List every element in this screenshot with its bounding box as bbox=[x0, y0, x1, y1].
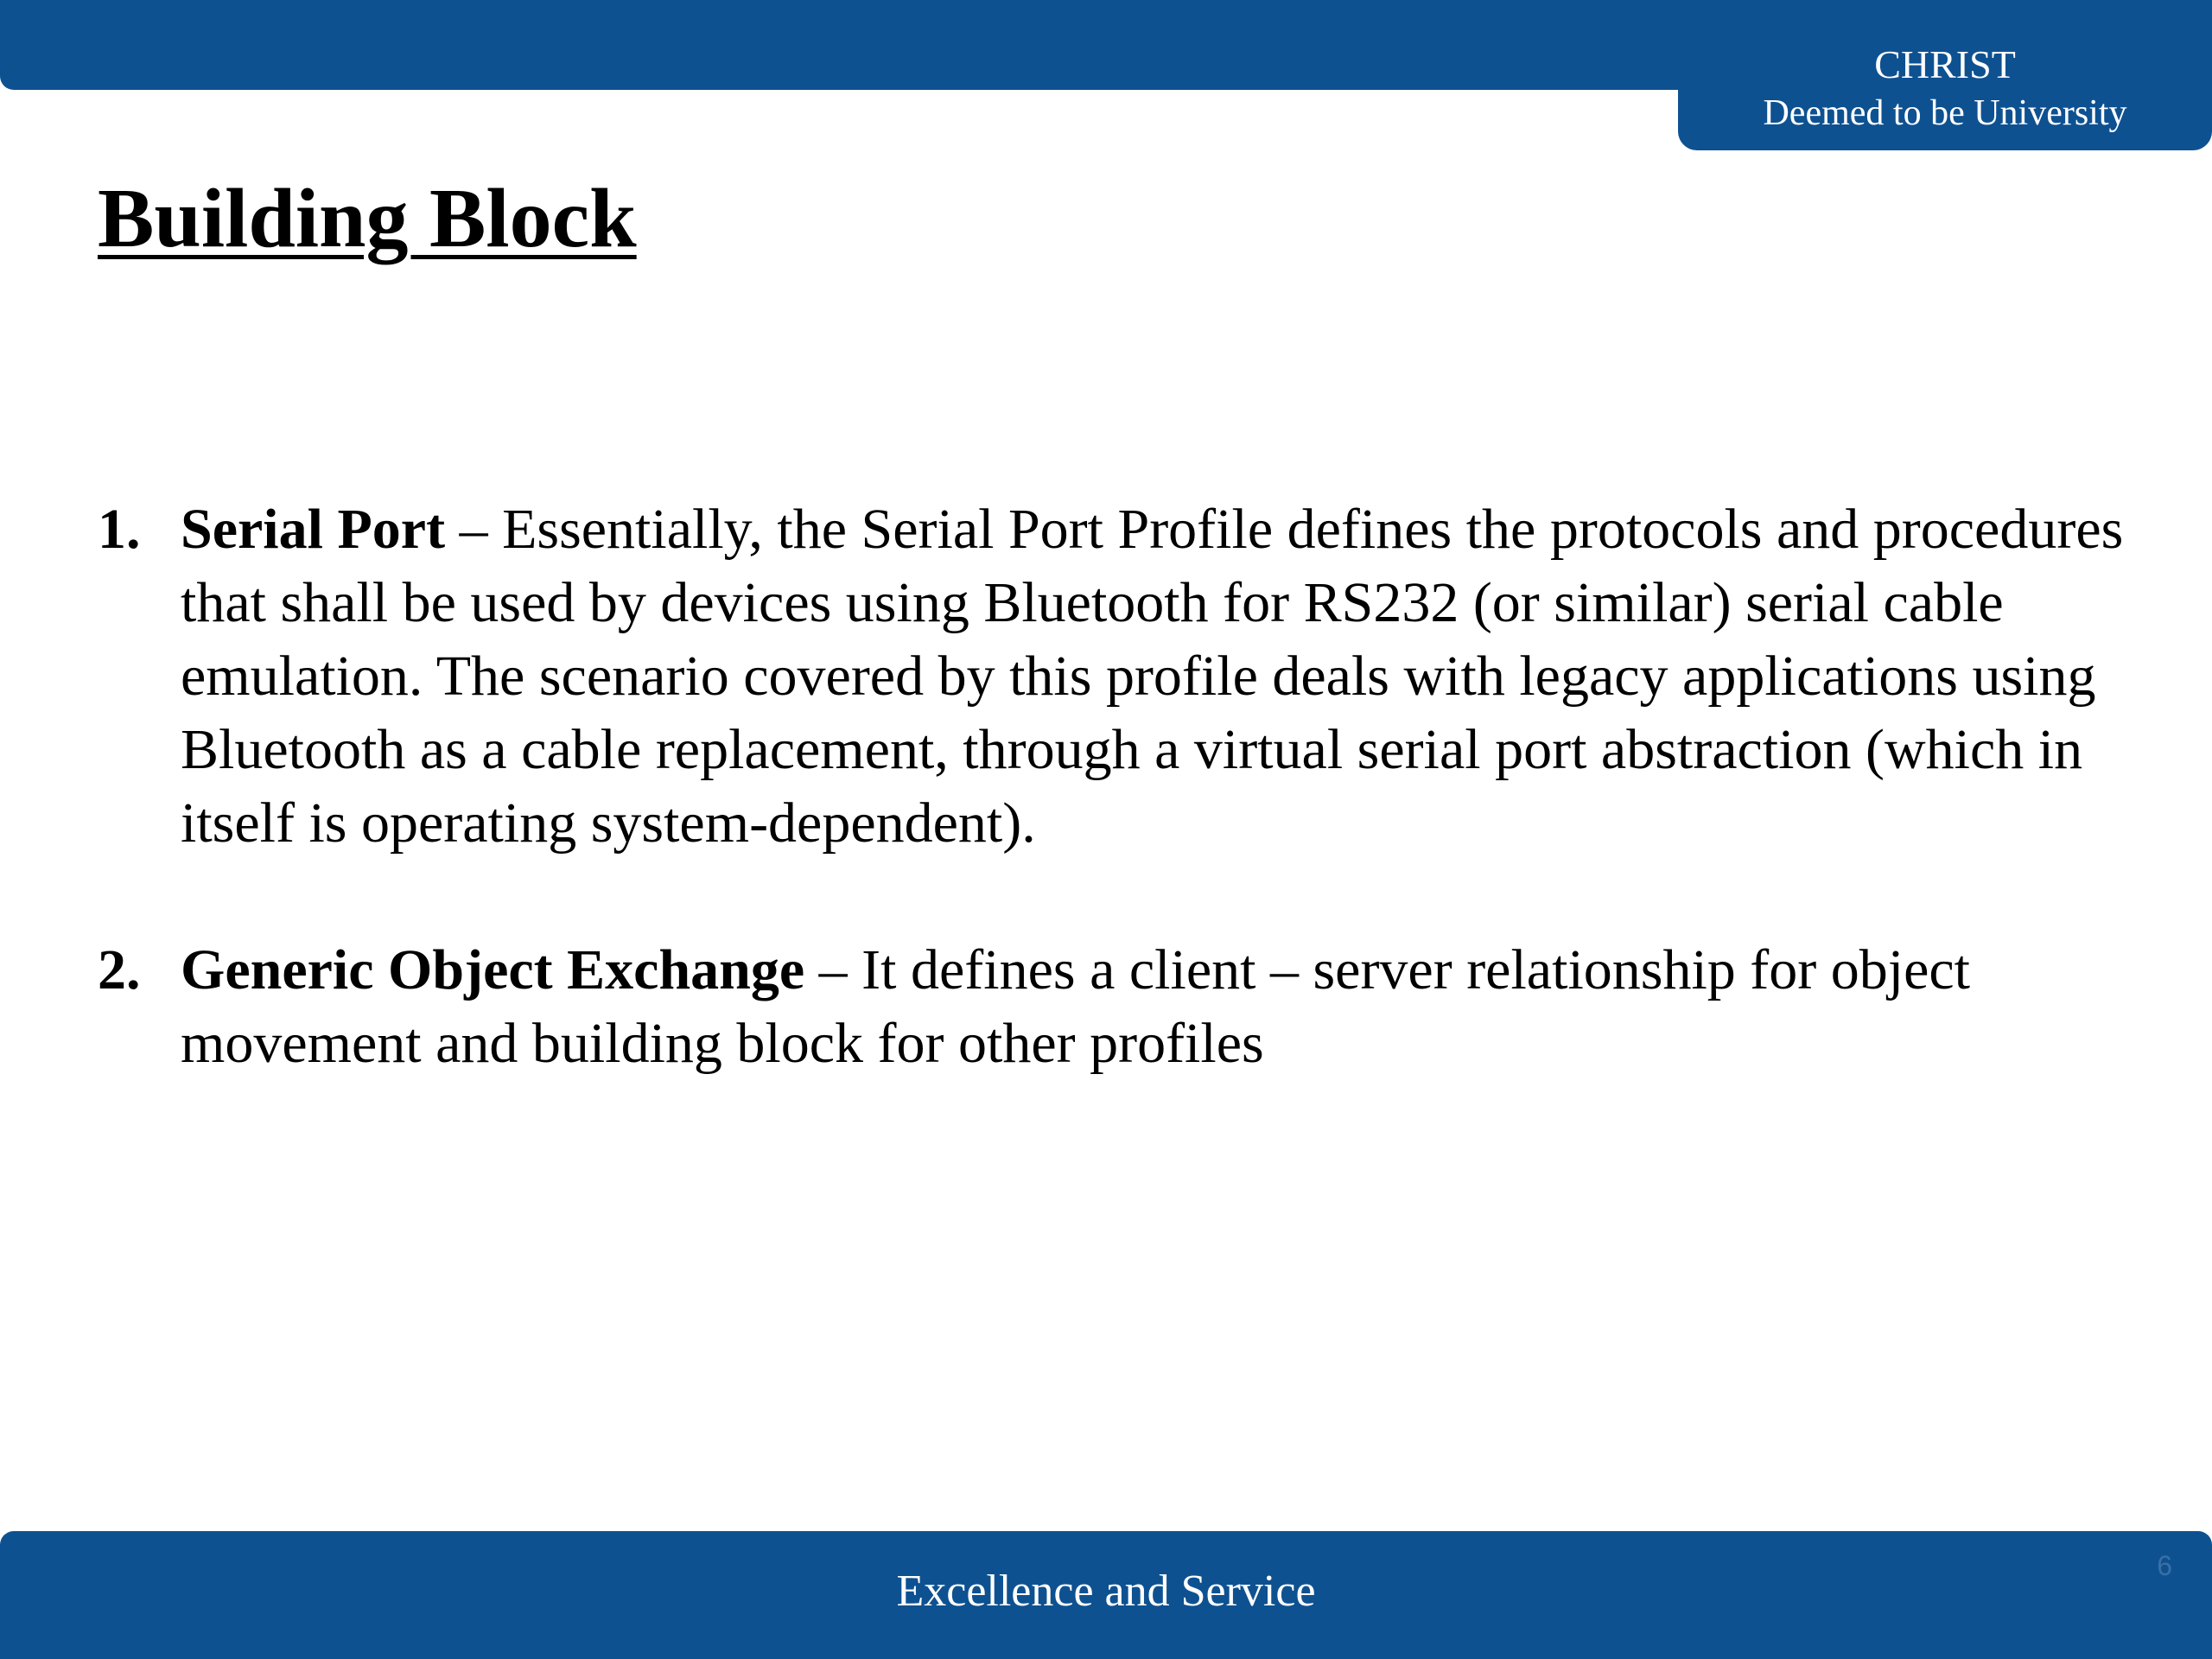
list-item-separator: – bbox=[804, 938, 862, 1001]
slide-title: Building Block bbox=[98, 172, 637, 265]
page-number: 6 bbox=[2157, 1550, 2172, 1581]
footer-motto: Excellence and Service bbox=[896, 1567, 1316, 1616]
list-item-description: It defines a client – server relationship for object movement and building block for other profiles bbox=[181, 938, 1971, 1075]
list-item-term: Serial Port bbox=[181, 498, 446, 561]
footer-bar bbox=[0, 1531, 2212, 1659]
list-item-separator: – bbox=[445, 498, 503, 561]
list-item-number: 2. bbox=[98, 938, 141, 1001]
list-item bbox=[98, 493, 2137, 860]
brand-name: CHRIST bbox=[1874, 42, 2016, 86]
numbered-list bbox=[98, 493, 2137, 1080]
list-item-term: Generic Object Exchange bbox=[181, 938, 805, 1001]
list-item-description: Essentially, the Serial Port Profile defines the protocols and procedures that shall be used by devices using Bluetooth for RS232 (or similar) serial cable emulation. The scenario covered by this profile deals with legacy applications using Bluetooth as a cable replacement, through a virtual serial port abstraction (which in itself is operating system-dependent). bbox=[181, 498, 2124, 855]
list-item bbox=[98, 933, 2137, 1080]
list-item-number: 1. bbox=[98, 498, 141, 561]
university-brand bbox=[1678, 0, 2212, 150]
brand-subtitle: Deemed to be University bbox=[1763, 93, 2127, 133]
